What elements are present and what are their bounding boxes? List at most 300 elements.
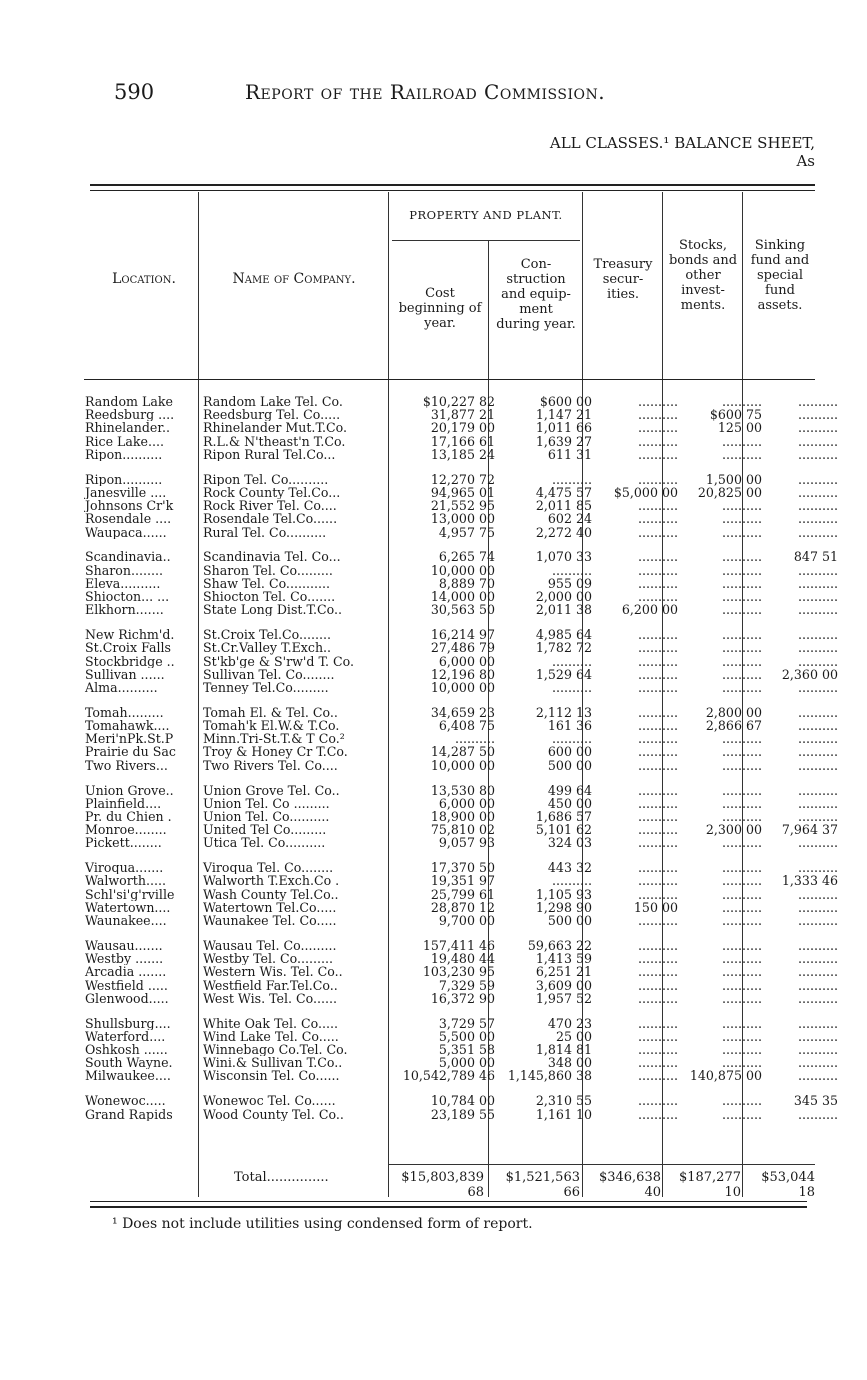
cell-stocks: .......... <box>721 874 762 888</box>
cell-treasury: .......... <box>637 745 678 759</box>
cell-treasury: .......... <box>637 952 678 966</box>
table-row <box>84 655 842 668</box>
cell-cost: 5,351 58 <box>438 1043 495 1057</box>
table-row <box>84 550 842 563</box>
cell-location: Ripon.......... <box>85 447 163 462</box>
cell-location: Pr. du Chien . <box>85 809 172 824</box>
table-row <box>84 810 842 823</box>
cell-treasury: $5,000 00 <box>613 485 678 500</box>
footnote: ¹ Does not include utilities using condensed form of report. <box>112 1216 533 1232</box>
cell-sinking: .......... <box>797 758 838 772</box>
cell-construction: 1,639 27 <box>535 434 592 448</box>
cell-cost: 10,000 00 <box>430 563 495 577</box>
cell-stocks: .......... <box>721 836 762 850</box>
cell-sinking: .......... <box>797 965 838 979</box>
cell-company: United Tel Co......... <box>203 823 327 837</box>
total-treasury: $346,638 40 <box>598 1170 661 1200</box>
cell-stocks: .......... <box>721 512 762 526</box>
group-spacer <box>84 850 842 862</box>
cell-sinking: .......... <box>797 1043 838 1057</box>
table-row <box>84 641 842 654</box>
cell-treasury: .......... <box>637 1029 678 1044</box>
cell-sinking: .......... <box>797 1069 838 1083</box>
cell-location: Waunakee.... <box>85 914 167 928</box>
cell-company: Rock River Tel. Co.... <box>203 499 337 513</box>
cell-cost: 5,500 00 <box>438 1029 495 1044</box>
cell-location: Alma.......... <box>85 680 158 695</box>
cell-treasury: .......... <box>637 434 678 448</box>
cell-company: R.L.& N'theast'n T.Co. <box>203 434 346 448</box>
header-treasury: Treasury secur- ities. <box>593 257 653 302</box>
cell-stocks: .......... <box>721 861 762 875</box>
cell-location: St.Croix Falls <box>85 641 171 655</box>
cell-treasury: .......... <box>637 1094 678 1108</box>
cell-stocks: .......... <box>721 745 762 759</box>
cell-location: Wonewoc..... <box>85 1094 166 1108</box>
cell-treasury: .......... <box>637 563 678 577</box>
table-row <box>84 395 842 408</box>
cell-location: Walworth..... <box>85 874 166 888</box>
cell-sinking: .......... <box>797 732 838 746</box>
top-rule-thin <box>90 190 815 191</box>
cell-construction: 1,011 66 <box>535 421 592 435</box>
cell-construction: 348 00 <box>547 1056 592 1070</box>
cell-construction: 602 24 <box>547 512 592 526</box>
cell-company: State Long Dist.T.Co.. <box>203 603 343 617</box>
cell-stocks: .......... <box>721 1094 762 1108</box>
cell-treasury: .......... <box>637 938 678 953</box>
cell-treasury: .......... <box>637 395 678 409</box>
cell-sinking: .......... <box>797 472 838 486</box>
cell-sinking: .......... <box>797 914 838 928</box>
cell-cost: 157,411 46 <box>422 938 495 953</box>
cell-company: Wausau Tel. Co......... <box>203 938 337 953</box>
cell-company: Walworth T.Exch.Co . <box>203 874 340 888</box>
cell-sinking: .......... <box>797 563 838 577</box>
cell-location: Waupaca...... <box>85 525 167 539</box>
cell-construction: 2,112 13 <box>535 705 592 720</box>
cell-cost: $10,227 82 <box>422 395 495 409</box>
table-row <box>84 564 842 577</box>
cell-sinking: 7,964 37 <box>781 823 838 837</box>
cell-company: Western Wis. Tel. Co.. <box>203 965 343 979</box>
cell-stocks: $600 75 <box>709 408 762 422</box>
table-row <box>84 836 842 849</box>
cell-sinking: .......... <box>797 434 838 448</box>
table-row <box>84 992 842 1005</box>
table-row <box>84 861 842 874</box>
cell-location: Random Lake <box>85 395 173 409</box>
cell-stocks: .......... <box>721 732 762 746</box>
cell-company: Shiocton Tel. Co....... <box>203 590 336 604</box>
cell-stocks: .......... <box>721 563 762 577</box>
cell-company: Rhinelander Mut.T.Co. <box>203 421 347 435</box>
cell-location: Stockbridge .. <box>85 654 175 668</box>
header-property-and-plant: PROPERTY AND PLANT. <box>409 208 563 222</box>
cell-treasury: .......... <box>637 576 678 591</box>
cell-location: Prairie du Sac <box>85 745 176 759</box>
group-spacer <box>84 772 842 784</box>
cell-treasury: .......... <box>637 667 678 681</box>
cell-company: Wood County Tel. Co.. <box>203 1107 344 1121</box>
cell-location: Ripon.......... <box>85 472 163 486</box>
cell-stocks: .......... <box>721 978 762 992</box>
cell-company: St'kb'ge & S'rw'd T. Co. <box>203 654 355 668</box>
cell-location: Wausau....... <box>85 938 163 953</box>
cell-treasury: .......... <box>637 874 678 888</box>
cell-construction: 4,985 64 <box>535 628 592 642</box>
cell-cost: 103,230 95 <box>422 965 495 979</box>
cell-stocks: .......... <box>721 550 762 564</box>
cell-company: Ripon Rural Tel.Co... <box>203 447 336 462</box>
cell-company: Minn.Tri-St.T.& T Co.² <box>203 732 345 746</box>
cell-company: Tomah El. & Tel. Co.. <box>203 705 338 720</box>
cell-location: Waterford.... <box>85 1029 166 1044</box>
cell-stocks: .......... <box>721 654 762 668</box>
table-row <box>84 486 842 499</box>
cell-stocks: .......... <box>721 395 762 409</box>
cell-cost: 16,372 90 <box>430 991 495 1005</box>
cell-stocks: .......... <box>721 809 762 824</box>
cell-treasury: .......... <box>637 628 678 642</box>
cell-sinking: .......... <box>797 628 838 642</box>
cell-construction: 5,101 62 <box>535 823 592 837</box>
cell-cost: 17,370 50 <box>430 861 495 875</box>
table-row <box>84 1017 842 1030</box>
cell-cost: 9,057 93 <box>438 836 495 850</box>
cell-treasury: 6,200 00 <box>621 603 678 617</box>
cell-stocks: .......... <box>721 1016 762 1030</box>
cell-stocks: .......... <box>721 758 762 772</box>
cell-stocks: 125 00 <box>717 421 762 435</box>
cell-location: Glenwood..... <box>85 991 169 1005</box>
cell-treasury: .......... <box>637 512 678 526</box>
cell-sinking: .......... <box>797 938 838 953</box>
table-row <box>84 719 842 732</box>
cell-treasury: .......... <box>637 809 678 824</box>
cell-stocks: .......... <box>721 796 762 810</box>
bottom-rule <box>90 1201 807 1202</box>
cell-sinking: .......... <box>797 680 838 695</box>
total-rule <box>388 1164 815 1165</box>
cell-construction: 2,272 40 <box>535 525 592 539</box>
cell-company: Winnebago Co.Tel. Co. <box>203 1043 348 1057</box>
cell-cost: 19,480 44 <box>430 952 495 966</box>
cell-sinking: 2,360 00 <box>781 667 838 681</box>
cell-construction: 4,475 57 <box>535 485 592 500</box>
cell-construction: 59,663 22 <box>527 938 592 953</box>
cell-construction: 161 36 <box>547 719 592 733</box>
cell-construction: .......... <box>551 563 592 577</box>
section-title <box>315 134 815 170</box>
cell-sinking: .......... <box>797 641 838 655</box>
cell-cost: 20,179 00 <box>430 421 495 435</box>
table-row <box>84 732 842 745</box>
cell-construction: 2,310 55 <box>535 1094 592 1108</box>
cell-location: Johnsons Cr'k <box>85 499 174 513</box>
cell-location: Oshkosh ...... <box>85 1043 168 1057</box>
table-row <box>84 759 842 772</box>
cell-treasury: .......... <box>637 550 678 564</box>
cell-company: Rosendale Tel.Co...... <box>203 512 338 526</box>
group-spacer <box>84 694 842 706</box>
cell-sinking: .......... <box>797 499 838 513</box>
cell-stocks: 1,500 00 <box>705 472 762 486</box>
table-row <box>84 1108 842 1121</box>
cell-location: Plainfield.... <box>85 796 162 810</box>
cell-sinking: .......... <box>797 590 838 604</box>
header-location: Location. <box>112 271 176 287</box>
header-construction: Con- struction and equip- ment during year. <box>496 257 576 332</box>
cell-cost: 10,000 00 <box>430 758 495 772</box>
cell-location: Reedsburg .... <box>85 408 175 422</box>
cell-cost: 8,889 70 <box>438 576 495 591</box>
table-row <box>84 965 842 978</box>
header-rule <box>392 240 580 241</box>
table-row <box>84 473 842 486</box>
table-row <box>84 939 842 952</box>
cell-construction: 470 23 <box>547 1016 592 1030</box>
cell-treasury: .......... <box>637 836 678 850</box>
total-stocks: $187,277 10 <box>678 1170 741 1200</box>
cell-treasury: .......... <box>637 719 678 733</box>
cell-construction: 1,161 10 <box>535 1107 592 1121</box>
cell-cost: 3,729 57 <box>438 1016 495 1030</box>
cell-cost: 75,810 02 <box>430 823 495 837</box>
cell-construction: 443 32 <box>547 861 592 875</box>
cell-sinking: .......... <box>797 719 838 733</box>
cell-company: Watertown Tel.Co..... <box>203 900 337 915</box>
cell-location: Schl'si'g'rville <box>85 887 175 901</box>
cell-cost: 28,870 12 <box>430 900 495 915</box>
table-row <box>84 435 842 448</box>
cell-cost: 13,000 00 <box>430 512 495 526</box>
table-row <box>84 512 842 525</box>
cell-company: Sharon Tel. Co......... <box>203 563 333 577</box>
cell-company: Union Grove Tel. Co.. <box>203 783 340 797</box>
cell-stocks: .......... <box>721 628 762 642</box>
cell-cost: 10,784 00 <box>430 1094 495 1108</box>
cell-treasury: .......... <box>637 823 678 837</box>
cell-cost: 7,329 59 <box>438 978 495 992</box>
cell-treasury: .......... <box>637 705 678 720</box>
cell-company: Westfield Far.Tel.Co.. <box>203 978 338 992</box>
cell-location: Scandinavia.. <box>85 550 171 564</box>
cell-cost: 16,214 97 <box>430 628 495 642</box>
cell-sinking: .......... <box>797 654 838 668</box>
cell-stocks: .......... <box>721 965 762 979</box>
cell-cost: 4,957 75 <box>438 525 495 539</box>
cell-construction: 1,147 21 <box>535 408 592 422</box>
cell-cost: 34,659 23 <box>430 705 495 720</box>
cell-stocks: .......... <box>721 590 762 604</box>
cell-treasury: .......... <box>637 654 678 668</box>
cell-company: Tenney Tel.Co......... <box>203 680 329 695</box>
cell-treasury: .......... <box>637 1056 678 1070</box>
cell-company: Wind Lake Tel. Co..... <box>203 1029 339 1044</box>
cell-stocks: .......... <box>721 447 762 462</box>
cell-construction: 25 00 <box>555 1029 592 1044</box>
table-row <box>84 421 842 434</box>
cell-stocks: .......... <box>721 603 762 617</box>
cell-company: Scandinavia Tel. Co... <box>203 550 341 564</box>
cell-cost: 94,965 01 <box>430 485 495 500</box>
cell-cost: 6,408 75 <box>438 719 495 733</box>
cell-company: Troy & Honey Cr T.Co. <box>203 745 348 759</box>
cell-company: Random Lake Tel. Co. <box>203 395 343 409</box>
cell-stocks: 2,866 67 <box>705 719 762 733</box>
cell-sinking: .......... <box>797 952 838 966</box>
cell-company: Sullivan Tel. Co........ <box>203 667 335 681</box>
cell-sinking: .......... <box>797 900 838 915</box>
table-row <box>84 874 842 887</box>
cell-stocks: .......... <box>721 900 762 915</box>
cell-stocks: .......... <box>721 887 762 901</box>
cell-cost: 14,000 00 <box>430 590 495 604</box>
cell-cost: 12,270 72 <box>430 472 495 486</box>
cell-sinking: .......... <box>797 576 838 591</box>
cell-sinking: .......... <box>797 809 838 824</box>
section-title-continuation: As <box>796 152 815 170</box>
table-row <box>84 590 842 603</box>
header-bottom-rule <box>84 379 815 380</box>
cell-cost: 6,265 74 <box>438 550 495 564</box>
cell-location: Rosendale .... <box>85 512 172 526</box>
cell-construction: 324 03 <box>547 836 592 850</box>
cell-location: Shullsburg.... <box>85 1016 171 1030</box>
cell-company: Viroqua Tel. Co........ <box>203 861 334 875</box>
table-row <box>84 706 842 719</box>
cell-sinking: .......... <box>797 861 838 875</box>
cell-treasury: .......... <box>637 1043 678 1057</box>
header-company: Name of Company. <box>232 271 356 287</box>
cell-construction: 1,070 33 <box>535 550 592 564</box>
cell-construction: 2,011 38 <box>535 603 592 617</box>
cell-cost: 12,196 80 <box>430 667 495 681</box>
cell-sinking: .......... <box>797 887 838 901</box>
group-spacer <box>84 1005 842 1017</box>
cell-stocks: 20,825 00 <box>697 485 762 500</box>
cell-sinking: .......... <box>797 705 838 720</box>
cell-cost: 10,542,789 46 <box>402 1069 495 1083</box>
cell-company: Two Rivers Tel. Co.... <box>203 758 338 772</box>
cell-location: Westby ....... <box>85 952 164 966</box>
cell-sinking: .......... <box>797 1016 838 1030</box>
cell-company: Shaw Tel. Co........... <box>203 576 330 591</box>
cell-treasury: .......... <box>637 732 678 746</box>
cell-treasury: .......... <box>637 914 678 928</box>
cell-company: St.Croix Tel.Co........ <box>203 628 331 642</box>
cell-stocks: .......... <box>721 938 762 953</box>
cell-construction: 1,145,860 38 <box>507 1069 592 1083</box>
cell-location: Elkhorn....... <box>85 603 164 617</box>
cell-sinking: .......... <box>797 408 838 422</box>
cell-company: Westby Tel. Co......... <box>203 952 334 966</box>
group-spacer <box>84 927 842 939</box>
group-spacer <box>84 1083 842 1095</box>
cell-construction: 1,686 57 <box>535 809 592 824</box>
cell-cost: 25,799 61 <box>430 887 495 901</box>
cell-company: White Oak Tel. Co..... <box>203 1016 338 1030</box>
cell-company: Tomah'k El.W.& T.Co. <box>203 719 340 733</box>
table-row <box>84 888 842 901</box>
group-spacer <box>84 539 842 551</box>
cell-construction: .......... <box>551 680 592 695</box>
cell-cost: 6,000 00 <box>438 796 495 810</box>
balance-sheet-table <box>84 395 842 1121</box>
cell-treasury: .......... <box>637 421 678 435</box>
cell-treasury: .......... <box>637 1107 678 1121</box>
cell-company: Rock County Tel.Co... <box>203 485 341 500</box>
cell-sinking: .......... <box>797 395 838 409</box>
cell-stocks: 2,800 00 <box>705 705 762 720</box>
cell-company: Waunakee Tel. Co..... <box>203 914 337 928</box>
cell-location: Pickett........ <box>85 836 162 850</box>
cell-sinking: .......... <box>797 603 838 617</box>
header-cost: Cost beginning of year. <box>398 286 482 331</box>
cell-location: Meri'nPk.St.P <box>85 732 174 746</box>
section-title-text: ALL CLASSES.¹ BALANCE SHEET, <box>549 134 815 152</box>
cell-location: Rhinelander.. <box>85 421 170 435</box>
header-sinking: Sinking fund and special fund assets. <box>750 238 810 313</box>
cell-construction: 1,814 81 <box>535 1043 592 1057</box>
cell-treasury: .......... <box>637 1069 678 1083</box>
cell-location: Westfield ..... <box>85 978 168 992</box>
cell-location: New Richm'd. <box>85 628 175 642</box>
cell-company: Reedsburg Tel. Co..... <box>203 408 341 422</box>
cell-sinking: .......... <box>797 447 838 462</box>
cell-treasury: .......... <box>637 861 678 875</box>
cell-company: Wisconsin Tel. Co...... <box>203 1069 340 1083</box>
bottom-rule-thick <box>90 1206 807 1208</box>
cell-construction: 6,251 21 <box>535 965 592 979</box>
cell-sinking: .......... <box>797 1107 838 1121</box>
cell-location: Viroqua....... <box>85 861 164 875</box>
cell-stocks: .......... <box>721 667 762 681</box>
cell-treasury: .......... <box>637 641 678 655</box>
cell-location: Tomahawk.... <box>85 719 170 733</box>
cell-treasury: .......... <box>637 991 678 1005</box>
cell-cost: 6,000 00 <box>438 654 495 668</box>
cell-location: Monroe........ <box>85 823 167 837</box>
cell-stocks: 2,300 00 <box>705 823 762 837</box>
cell-sinking: 1,333 46 <box>781 874 838 888</box>
group-spacer <box>84 616 842 628</box>
cell-stocks: .......... <box>721 641 762 655</box>
cell-location: Shiocton... ... <box>85 590 170 604</box>
cell-stocks: .......... <box>721 680 762 695</box>
total-label: Total............... <box>234 1170 329 1185</box>
cell-sinking: .......... <box>797 991 838 1005</box>
cell-company: West Wis. Tel. Co...... <box>203 991 338 1005</box>
table-row <box>84 797 842 810</box>
cell-location: Two Rivers... <box>85 758 168 772</box>
table-row <box>84 823 842 836</box>
cell-location: Tomah......... <box>85 705 164 720</box>
cell-stocks: .......... <box>721 914 762 928</box>
cell-company: Utica Tel. Co.......... <box>203 836 326 850</box>
table-row <box>84 1043 842 1056</box>
cell-construction: 600 00 <box>547 745 592 759</box>
cell-cost: 18,900 00 <box>430 809 495 824</box>
cell-company: Union Tel. Co.......... <box>203 809 330 824</box>
cell-treasury: .......... <box>637 590 678 604</box>
cell-treasury: .......... <box>637 887 678 901</box>
cell-construction: .......... <box>551 874 592 888</box>
cell-construction: 2,011 85 <box>535 499 592 513</box>
cell-construction: 611 31 <box>547 447 592 462</box>
cell-construction: 450 00 <box>547 796 592 810</box>
